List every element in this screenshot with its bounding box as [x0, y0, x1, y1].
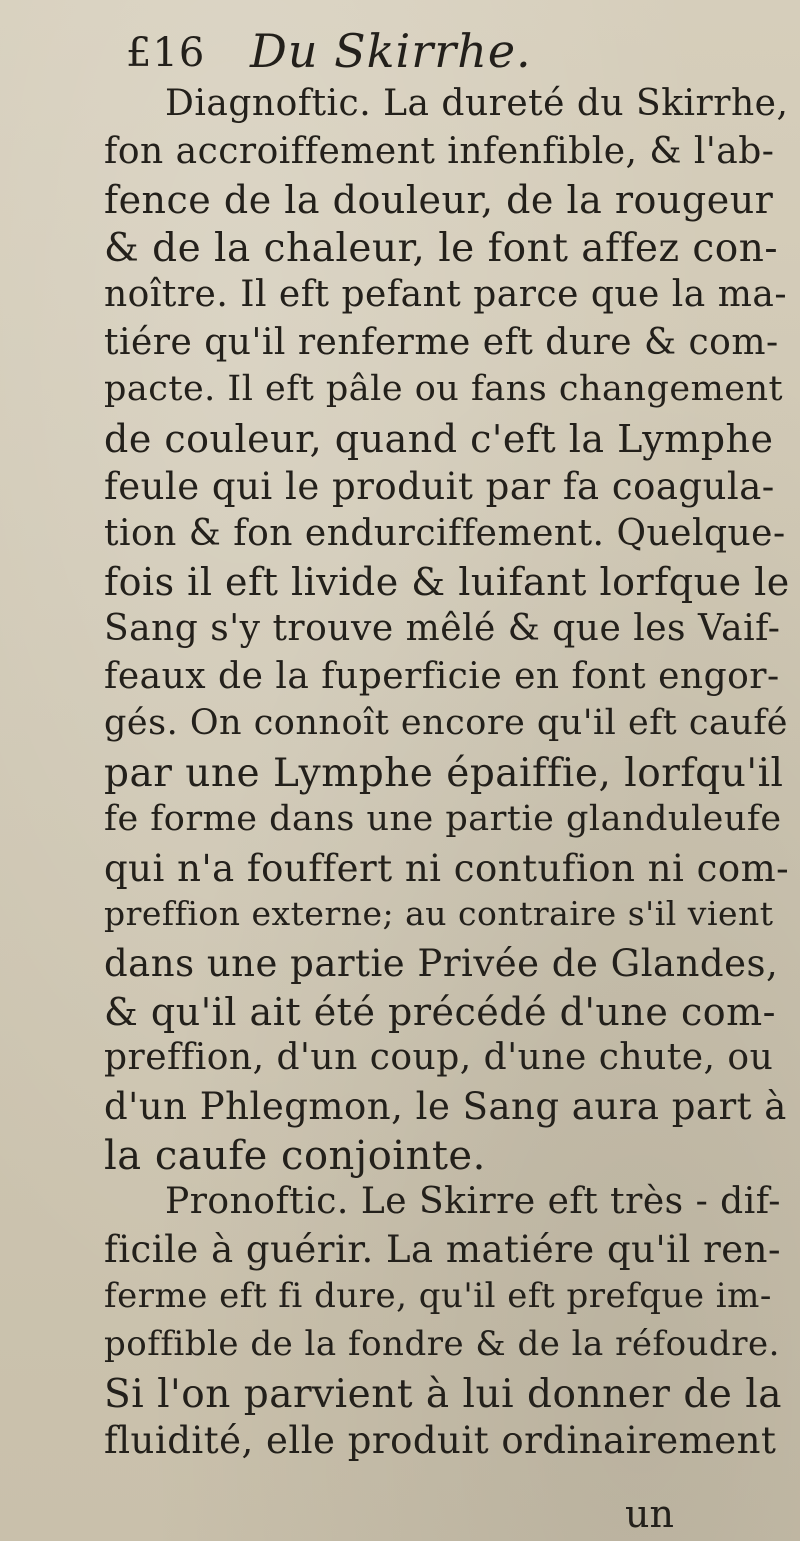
text-line: fon accroiffement infenfible, & l'ab-: [104, 131, 775, 172]
text-line: fluidité, elle produit ordinairement: [104, 1419, 777, 1462]
text-line: feaux de la fuperficie en font engor-: [104, 656, 780, 697]
running-head: Du Skirrhe.: [250, 24, 532, 78]
text-line: de couleur, quand c'eft la Lymphe: [104, 417, 774, 461]
text-line: la caufe conjointe.: [104, 1133, 486, 1179]
text-line: Pronoftic. Le Skirre eft très - dif-: [165, 1181, 781, 1222]
text-line: fe forme dans une partie glanduleufe: [104, 799, 782, 839]
text-line: feule qui le produit par fa coagula-: [104, 465, 775, 508]
page-header: [126, 22, 686, 82]
text-line: pacte. Il eft pâle ou fans changement: [104, 369, 784, 409]
text-line: par une Lymphe épaiffie, lorfqu'il: [104, 751, 784, 796]
text-line: noître. Il eft pefant parce que la ma-: [104, 274, 787, 315]
page-number: £16: [126, 30, 206, 76]
text-line: preffion, d'un coup, d'une chute, ou: [104, 1037, 774, 1078]
text-line: preffion externe; au contraire s'il vient: [104, 894, 774, 933]
text-line: Sang s'y trouve mêlé & que les Vaif-: [104, 608, 781, 649]
text-line: fois il eft livide & luifant lorfque le: [104, 560, 790, 604]
text-line: poffible de la fondre & de la réfoudre.: [104, 1324, 780, 1364]
text-line: Diagnoftic. La dureté du Skirrhe,: [165, 83, 789, 124]
text-line: fence de la douleur, de la rougeur: [104, 178, 774, 222]
text-line: ficile à guérir. La matiére qu'il ren-: [104, 1228, 781, 1271]
text-line: dans une partie Privée de Glandes,: [104, 942, 779, 985]
text-line: gés. On connoît encore qu'il eft caufé: [104, 703, 789, 743]
text-line: tion & fon endurciffement. Quelque-: [104, 513, 786, 554]
text-line: d'un Phlegmon, le Sang aura part à: [104, 1085, 787, 1128]
text-line: ferme eft fi dure, qu'il eft prefque im-: [104, 1276, 772, 1316]
catchword: un: [625, 1492, 674, 1536]
text-line: qui n'a fouffert ni contufion ni com-: [104, 847, 790, 890]
text-line: Si l'on parvient à lui donner de la: [104, 1372, 782, 1417]
text-line: & de la chaleur, le font affez con-: [104, 226, 779, 271]
text-line: tiére qu'il renferme eft dure & com-: [104, 322, 779, 363]
text-line: & qu'il ait été précédé d'une com-: [104, 990, 776, 1034]
